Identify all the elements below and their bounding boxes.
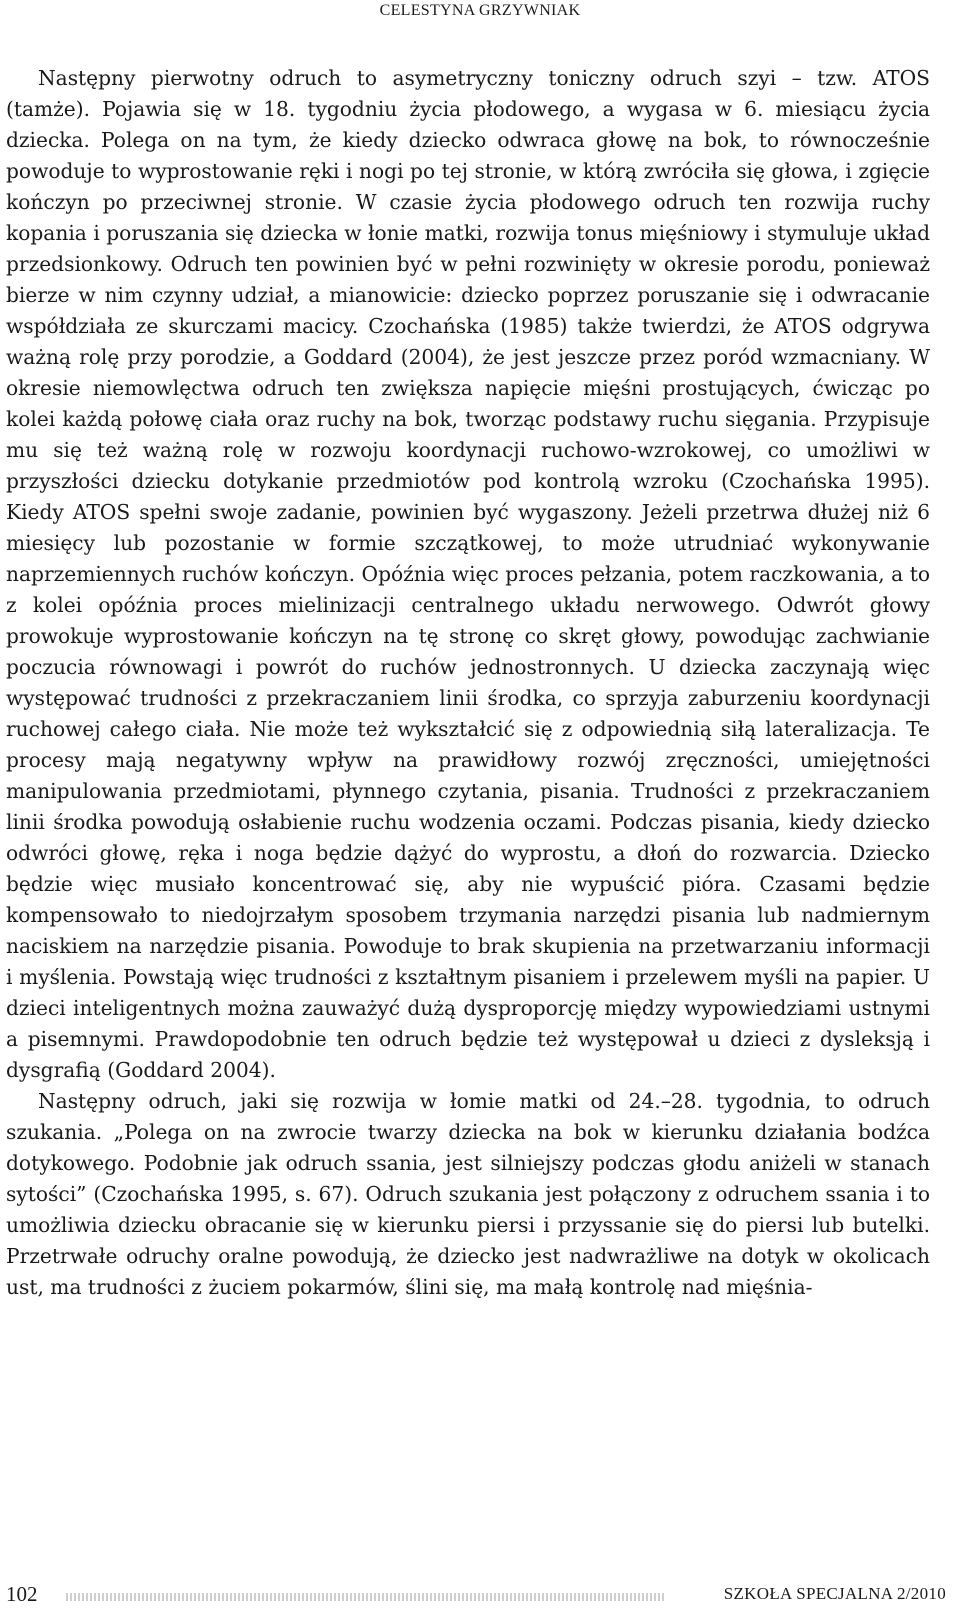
body-text xyxy=(6,63,930,1303)
paragraph-rooting-reflex: Następny odruch, jaki się rozwija w łomie matki od 24.–28. tygodnia, to odruch szukania. „Polega on na zwrocie twarzy dziecka na bok w kierunku działania bodźca dotykowego. Podobnie jak odruch ssania, jest silniejszy podczas głodu aniżeli w stanach sytości” (Czochańska 1995, s. 67). Odruch szukania jest połączony z odruchem ssania i to umożliwia dziecku obracanie się w kierunku piersi i przyssanie się do piersi lub butelki. Przetrwałe odruchy oralne powodują, że dziecko jest nadwrażliwe na dotyk w okolicach ust, ma trudności z żuciem pokarmów, ślini się, ma małą kontrolę nad mięśnia- xyxy=(6,1089,930,1299)
page-number: 102 xyxy=(6,1582,38,1606)
paragraph-atos: Następny pierwotny odruch to asymetryczny toniczny odruch szyi – tzw. ATOS (tamże). Pojawia się w 18. tygodniu życia płodowego, a wygasa w 6. miesiącu życia dziecka. Polega on na tym, że kiedy dziecko odwraca głowę na bok, to równocześnie powoduje to wyprostowanie ręki i nogi po tej stronie, w którą zwróciła się głowa, i zgięcie kończyn po przeciwnej stronie. W czasie życia płodowego odruch ten rozwija ruchy kopania i poruszania się dziecka w łonie matki, rozwija tonus mięśniowy i stymuluje układ przedsionkowy. Odruch ten powinien być w pełni rozwinięty w okresie porodu, ponieważ bierze w nim czynny udział, a mianowicie: dziecko poprzez poruszanie się i odwracanie współdziała ze skurczami macicy. Czochańska (1985) także twierdzi, że ATOS odgrywa ważną rolę przy porodzie, a Goddard (2004), że jest jeszcze przez poród wzmacniany. W okresie niemowlęctwa odruch ten zwiększa napięcie mięśni prostujących, ćwicząc po kolei każdą połowę ciała oraz ruchy na bok, tworząc podstawy ruchu sięgania. Przypisuje mu się też ważną rolę w rozwoju koordynacji ruchowo-wzrokowej, co umożliwi w przyszłości dziecku dotykanie przedmiotów pod kontrolą wzroku (Czochańska 1995). Kiedy ATOS spełni swoje zadanie, powinien być wygaszony. Jeżeli przetrwa dłużej niż 6 miesięcy lub pozostanie w formie szczątkowej, to może utrudniać wykonywanie naprzemiennych ruchów kończyn. Opóźnia więc proces pełzania, potem raczkowania, a to z kolei opóźnia proces mielinizacji centralnego układu nerwowego. Odwrót głowy prowokuje wyprostowanie kończyn na tę stronę co skręt głowy, powodując zachwianie poczucia równowagi i powrót do ruchów jednostronnych. U dziecka zaczynają więc występować trudności z przekraczaniem linii środka, co sprzyja zaburzeniu koordynacji ruchowej całego ciała. Nie może też wykształcić się z odpowiednią siłą lateralizacja. Te procesy mają negatywny wpływ na prawidłowy rozwój zręczności, umiejętności manipulowania przedmiotami, płynnego czytania, pisania. Trudności z przekraczaniem linii środka powodują osłabienie ruchu wodzenia oczami. Podczas pisania, kiedy dziecko odwróci głowę, ręka i noga będzie dążyć do wyprostu, a dłoń do rozwarcia. Dziecko będzie więc musiało koncentrować się, aby nie wypuścić pióra. Czasami będzie kompensowało to niedojrzałym sposobem trzymania narzędzi pisania lub nadmiernym naciskiem na narzędzie pisania. Powoduje to brak skupienia na przetwarzaniu informacji i myślenia. Powstają więc trudności z kształtnym pisaniem i przelewem myśli na papier. U dzieci inteligentnych można zauważyć dużą dysproporcję między wypowiedziami ustnymi a pisemnymi. Prawdopodobnie ten odruch będzie też występował u dzieci z dysleksją i dysgrafią (Goddard 2004). xyxy=(6,66,930,1082)
journal-footer: SZKOŁA SPECJALNA 2/2010 xyxy=(723,1584,946,1603)
footer-divider xyxy=(66,1593,666,1601)
running-header: CELESTYNA GRZYWNIAK xyxy=(379,2,581,19)
